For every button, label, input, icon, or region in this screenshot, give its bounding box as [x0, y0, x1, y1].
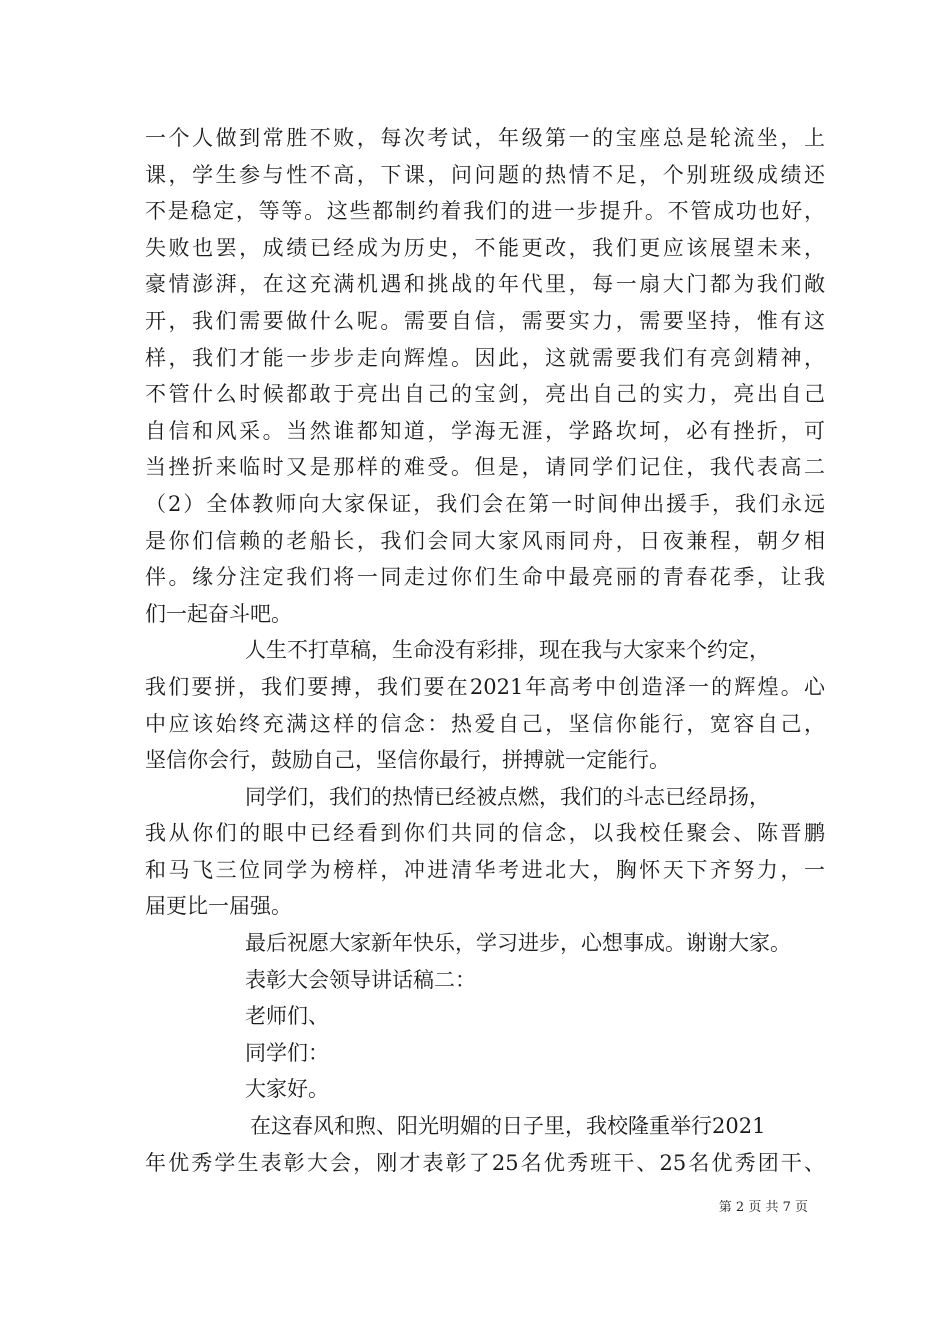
paragraph-start-line: 在这春风和煦、阳光明媚的日子里，我校隆重举行2021 [250, 1114, 766, 1139]
text-line: 课，学生参与性不高，下课，问问题的热情不足，个别班级成绩还 [145, 162, 825, 187]
text-line: 伴。缘分注定我们将一同走过你们生命中最亮丽的青春花季，让我 [145, 565, 825, 590]
text-line: 豪情澎湃，在这充满机遇和挑战的年代里，每一扇大门都为我们敞 [145, 272, 825, 297]
text-line: 不管什么时候都敢于亮出自己的宝剑，亮出自己的实力，亮出自己 [145, 382, 825, 407]
text-line: 失败也罢，成绩已经成为历史，不能更改，我们更应该展望未来， [145, 235, 825, 260]
text-line: 我从你们的眼中已经看到你们共同的信念，以我校任聚会、陈晋鹏 [145, 821, 825, 846]
text-line: 们一起奋斗吧。 [145, 601, 292, 626]
text-line: 我们要拼，我们要搏，我们要在2021年高考中创造泽一的辉煌。心 [145, 674, 825, 699]
text-line: 是你们信赖的老船长，我们会同大家风雨同舟，日夜兼程，朝夕相 [145, 528, 825, 553]
text-line: 坚信你会行，鼓励自己，坚信你最行，拼搏就一定能行。 [145, 748, 670, 773]
text-line: 和马飞三位同学为榜样，冲进清华考进北大，胸怀天下齐努力，一 [145, 857, 825, 882]
text-line: （2）全体教师向大家保证，我们会在第一时间伸出援手，我们永远 [145, 491, 825, 516]
greeting-line: 大家好。 [245, 1077, 329, 1102]
salutation-line: 老师们、 [245, 1004, 329, 1029]
text-line: 年优秀学生表彰大会，刚才表彰了25名优秀班干、25名优秀团干、 [145, 1150, 825, 1175]
text-line: 自信和风采。当然谁都知道，学海无涯，学路坎坷，必有挫折，可 [145, 418, 825, 443]
paragraph-start-line: 同学们，我们的热情已经被点燃，我们的斗志已经昂扬， [245, 784, 770, 809]
salutation-line: 同学们： [245, 1040, 329, 1065]
section-heading: 表彰大会领导讲话稿二： [245, 967, 476, 992]
body-text [145, 120, 825, 1181]
text-line: 届更比一届强。 [145, 894, 292, 919]
text-line: 不是稳定，等等。这些都制约着我们的进一步提升。不管成功也好， [145, 199, 825, 224]
paragraph-start-line: 人生不打草稿，生命没有彩排，现在我与大家来个约定， [245, 638, 770, 663]
closing-line: 最后祝愿大家新年快乐，学习进步，心想事成。谢谢大家。 [245, 931, 791, 956]
text-line: 开，我们需要做什么呢。需要自信，需要实力，需要坚持，惟有这 [145, 308, 825, 333]
text-line: 一个人做到常胜不败，每次考试，年级第一的宝座总是轮流坐，上 [145, 126, 825, 150]
page-number: 第 2 页 共 7 页 [718, 1200, 808, 1215]
text-line: 样，我们才能一步步走向辉煌。因此，这就需要我们有亮剑精神， [145, 345, 825, 370]
text-line: 中应该始终充满这样的信念：热爱自己，坚信你能行，宽容自己， [145, 711, 825, 736]
text-line: 当挫折来临时又是那样的难受。但是，请同学们记住，我代表高二 [145, 455, 825, 480]
